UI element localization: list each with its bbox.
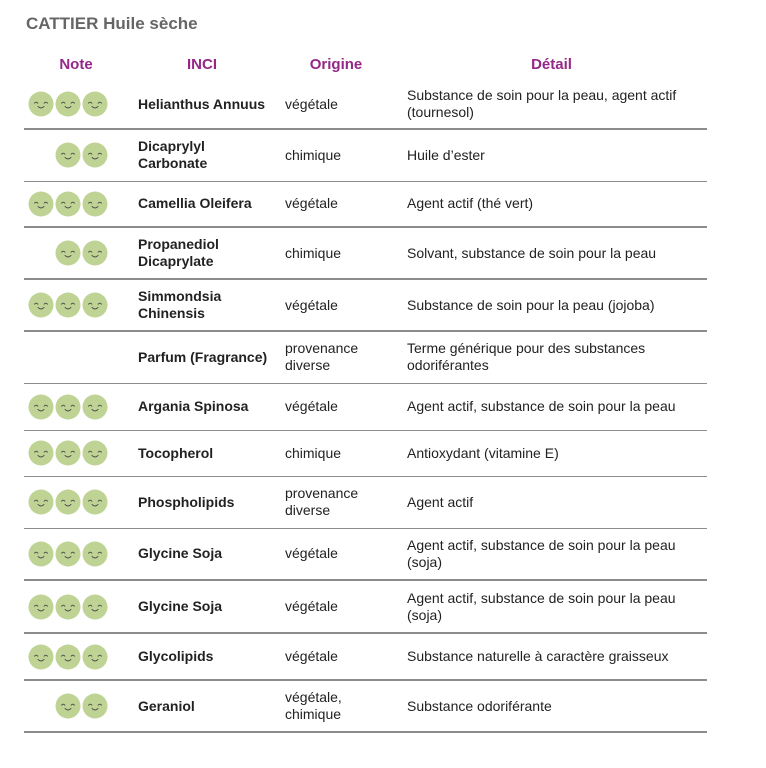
column-header-inci: INCI (187, 55, 217, 73)
rating-cell (24, 633, 128, 680)
smiley-icon (82, 541, 108, 567)
origine-cell: végétale (276, 633, 396, 680)
inci-cell: Argania Spinosa (128, 383, 276, 430)
table-row (24, 383, 707, 430)
table-row (24, 227, 707, 279)
smiley-icon (55, 292, 81, 318)
smiley-icon (55, 440, 81, 466)
detail-cell: Antioxydant (vitamine E) (396, 430, 707, 476)
detail-cell: Terme générique pour des substances odoriférantes (396, 331, 707, 383)
table-header (24, 48, 707, 80)
origine-cell: végétale (276, 181, 396, 227)
origine-cell: végétale (276, 279, 396, 331)
smiley-icon (82, 489, 108, 515)
origine-cell: végétale, chimique (276, 680, 396, 732)
smiley-icon (82, 394, 108, 420)
inci-cell: Dicaprylyl Carbonate (128, 129, 276, 181)
table-row (24, 129, 707, 181)
table-row (24, 181, 707, 227)
smiley-icon (28, 394, 54, 420)
rating-cell (24, 80, 128, 129)
detail-cell: Agent actif, substance de soin pour la peau (soja) (396, 580, 707, 633)
rating-cell (24, 528, 128, 580)
smiley-icon (55, 489, 81, 515)
table-body (24, 80, 707, 732)
origine-cell: chimique (276, 430, 396, 476)
origine-cell: végétale (276, 528, 396, 580)
rating-cell (24, 181, 128, 227)
origine-cell: provenance diverse (276, 476, 396, 528)
table-row (24, 580, 707, 633)
column-header-origine: Origine (309, 55, 363, 73)
detail-cell: Agent actif, substance de soin pour la peau (396, 383, 707, 430)
table-row (24, 633, 707, 680)
inci-cell: Propanediol Dicaprylate (128, 227, 276, 279)
rating-cell (24, 430, 128, 476)
origine-cell: chimique (276, 227, 396, 279)
inci-cell: Phospholipids (128, 476, 276, 528)
table-row (24, 279, 707, 331)
table-row (24, 528, 707, 580)
inci-cell: Simmondsia Chinensis (128, 279, 276, 331)
smiley-icon (28, 594, 54, 620)
origine-cell: végétale (276, 383, 396, 430)
page-title: CATTIER Huile sèche (26, 14, 198, 33)
smiley-icon (82, 91, 108, 117)
origine-cell: végétale (276, 580, 396, 633)
table-row (24, 476, 707, 528)
smiley-icon (82, 142, 108, 168)
smiley-icon (55, 240, 81, 266)
rating-cell (24, 580, 128, 633)
smiley-icon (28, 489, 54, 515)
detail-cell: Solvant, substance de soin pour la peau (396, 227, 707, 279)
column-header-detail: Détail (531, 55, 572, 73)
rating-cell (24, 279, 128, 331)
smiley-icon (82, 594, 108, 620)
smiley-icon (55, 644, 81, 670)
smiley-icon (28, 91, 54, 117)
inci-cell: Parfum (Fragrance) (128, 331, 276, 383)
detail-cell: Substance odoriférante (396, 680, 707, 732)
table-row (24, 331, 707, 383)
smiley-icon (55, 594, 81, 620)
smiley-icon (55, 541, 81, 567)
inci-cell: Geraniol (128, 680, 276, 732)
detail-cell: Substance de soin pour la peau, agent actif (tournesol) (396, 80, 707, 129)
rating-cell (24, 476, 128, 528)
rating-cell (24, 680, 128, 732)
table-row (24, 680, 707, 732)
rating-cell (24, 331, 128, 383)
origine-cell: végétale (276, 80, 396, 129)
ingredients-table (24, 48, 707, 733)
table-row (24, 80, 707, 129)
smiley-icon (55, 142, 81, 168)
column-header-note: Note (59, 55, 93, 73)
smiley-icon (55, 394, 81, 420)
detail-cell: Agent actif (thé vert) (396, 181, 707, 227)
smiley-icon (55, 91, 81, 117)
origine-cell: chimique (276, 129, 396, 181)
rating-cell (24, 227, 128, 279)
smiley-icon (82, 693, 108, 719)
smiley-icon (82, 440, 108, 466)
smiley-icon (28, 440, 54, 466)
smiley-icon (82, 191, 108, 217)
smiley-icon (28, 292, 54, 318)
smiley-icon (28, 191, 54, 217)
smiley-icon (28, 644, 54, 670)
rating-cell (24, 129, 128, 181)
inci-cell: Tocopherol (128, 430, 276, 476)
inci-cell: Glycine Soja (128, 580, 276, 633)
inci-cell: Glycine Soja (128, 528, 276, 580)
inci-cell: Helianthus Annuus (128, 80, 276, 129)
detail-cell: Agent actif, substance de soin pour la peau (soja) (396, 528, 707, 580)
smiley-icon (82, 240, 108, 266)
detail-cell: Agent actif (396, 476, 707, 528)
smiley-icon (28, 541, 54, 567)
detail-cell: Huile d’ester (396, 129, 707, 181)
table-row (24, 430, 707, 476)
inci-cell: Camellia Oleifera (128, 181, 276, 227)
detail-cell: Substance de soin pour la peau (jojoba) (396, 279, 707, 331)
smiley-icon (82, 292, 108, 318)
smiley-icon (55, 191, 81, 217)
smiley-icon (82, 644, 108, 670)
rating-cell (24, 383, 128, 430)
origine-cell: provenance diverse (276, 331, 396, 383)
smiley-icon (55, 693, 81, 719)
detail-cell: Substance naturelle à caractère graisseux (396, 633, 707, 680)
inci-cell: Glycolipids (128, 633, 276, 680)
